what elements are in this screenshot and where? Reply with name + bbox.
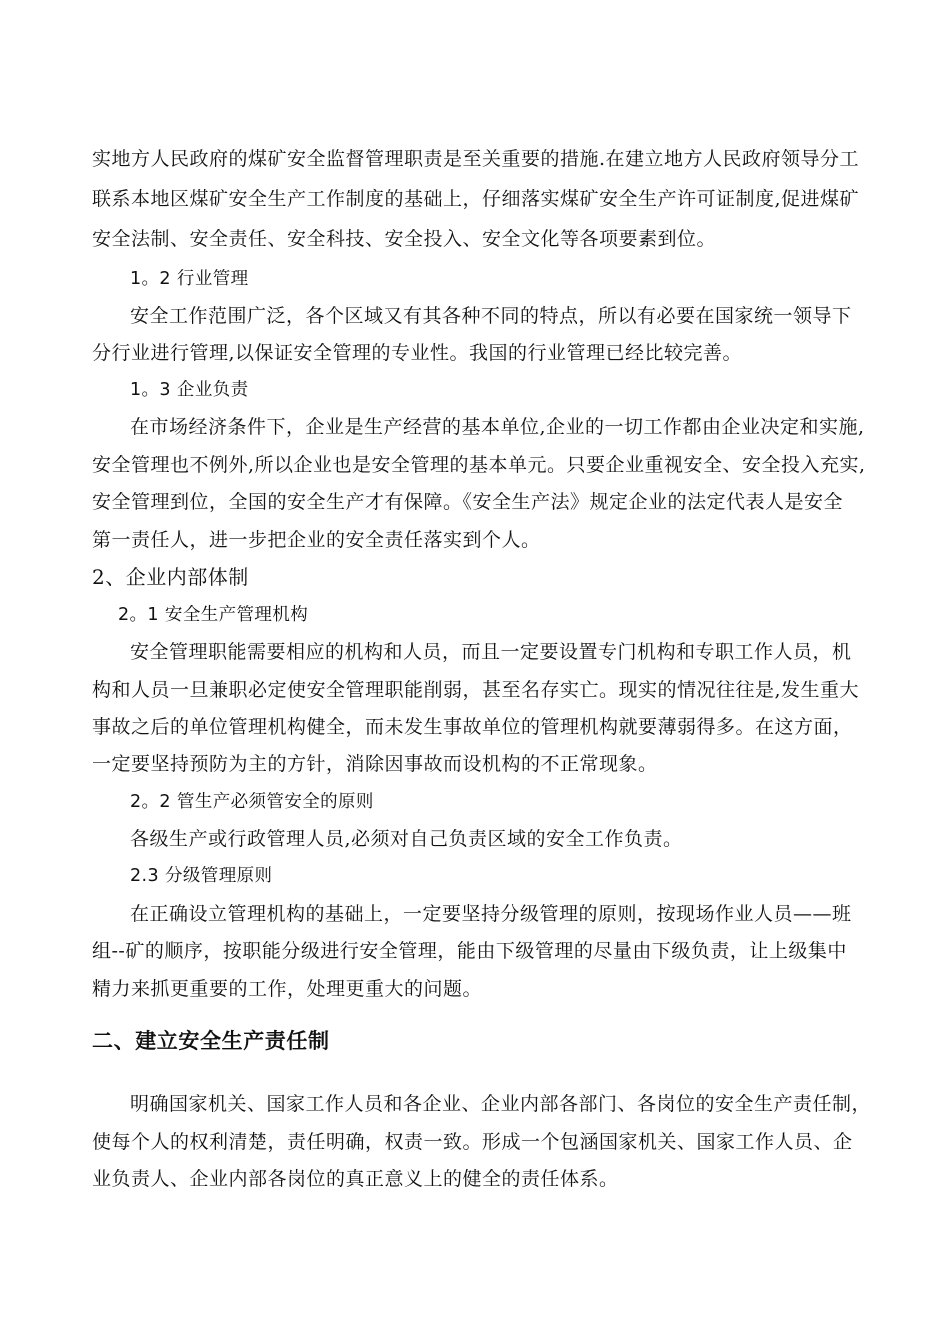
paragraph-line: 在市场经济条件下，企业是生产经营的基本单位,企业的一切工作都由企业决定和实施,	[130, 416, 865, 438]
paragraph-line: 使每个人的权利清楚，责任明确，权责一致。形成一个包涵国家机关、国家工作人员、企	[92, 1131, 853, 1153]
paragraph-line: 事故之后的单位管理机构健全，而未发生事故单位的管理机构就要薄弱得多。在这方面，	[92, 716, 853, 738]
paragraph-line: 第一责任人，进一步把企业的安全责任落实到个人。	[92, 529, 541, 551]
paragraph-line: 各级生产或行政管理人员,必须对自己负责区域的安全工作负责。	[130, 828, 683, 850]
paragraph-line: 在正确设立管理机构的基础上，一定要坚持分级管理的原则，按现场作业人员——班	[130, 903, 852, 925]
subsection-heading: 2。2 管生产必须管安全的原则	[130, 792, 374, 812]
paragraph-line: 安全管理到位，全国的安全生产才有保障。《安全生产法》规定企业的法定代表人是安全	[92, 491, 844, 513]
paragraph-line: 联系本地区煤矿安全生产工作制度的基础上，仔细落实煤矿安全生产许可证制度,促进煤矿	[92, 188, 860, 210]
subsection-heading: 1。3 企业负责	[130, 380, 249, 400]
subsection-heading: 2。1 安全生产管理机构	[118, 605, 309, 625]
subsection-heading: 2.3 分级管理原则	[130, 866, 273, 886]
paragraph-line: 构和人员一旦兼职必定使安全管理职能削弱，甚至名存实亡。现实的情况往往是,发生重大	[92, 679, 860, 701]
paragraph-line: 安全管理也不例外,所以企业也是安全管理的基本单元。只要企业重视安全、安全投入充实,	[92, 454, 866, 476]
chapter-heading: 二、建立安全生产责任制	[92, 1029, 330, 1053]
paragraph-line: 安全法制、安全责任、安全科技、安全投入、安全文化等各项要素到位。	[92, 228, 717, 250]
subsection-heading: 1。2 行业管理	[130, 269, 249, 289]
paragraph-line: 安全工作范围广泛，各个区域又有其各种不同的特点，所以有必要在国家统一领导下	[130, 305, 852, 327]
paragraph-line: 明确国家机关、国家工作人员和各企业、企业内部各部门、各岗位的安全生产责任制，	[130, 1093, 872, 1115]
paragraph-line: 安全管理职能需要相应的机构和人员，而且一定要设置专门机构和专职工作人员，机	[130, 641, 852, 663]
paragraph-line: 实地方人民政府的煤矿安全监督管理职责是至关重要的措施.在建立地方人民政府领导分工	[92, 148, 860, 170]
paragraph-line: 精力来抓更重要的工作，处理更重大的问题。	[92, 978, 483, 1000]
paragraph-line: 业负责人、企业内部各岗位的真正意义上的健全的责任体系。	[92, 1168, 619, 1190]
section-heading: 2、企业内部体制	[92, 565, 249, 589]
paragraph-line: 组--矿的顺序，按职能分级进行安全管理，能由下级管理的尽量由下级负责，让上级集中	[92, 940, 847, 962]
paragraph-line: 一定要坚持预防为主的方针，消除因事故而设机构的不正常现象。	[92, 753, 658, 775]
paragraph-line: 分行业进行管理,以保证安全管理的专业性。我国的行业管理已经比较完善。	[92, 342, 743, 364]
